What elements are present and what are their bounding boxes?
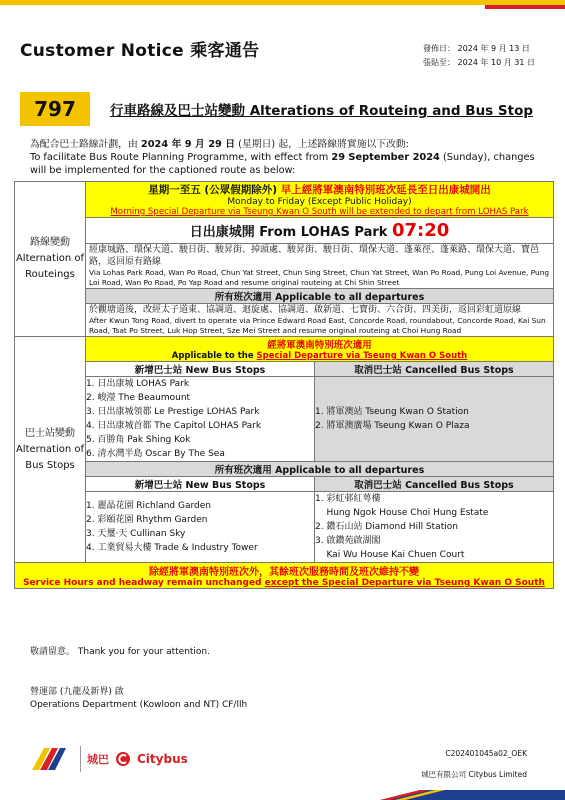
changes-table xyxy=(14,181,554,589)
list-item: 1. 日出康城 LOHAS Park xyxy=(86,379,190,389)
list-item: 3. 天璽·天 Cullinan Sky xyxy=(86,529,186,539)
bottom-stripe xyxy=(0,790,565,800)
citybus-en: Citybus xyxy=(137,752,188,766)
new-stops-list-all xyxy=(86,492,315,563)
list-item: 2. 峻瀅 The Beaumount xyxy=(86,393,191,403)
list-item: 5. 百勝角 Pak Shing Kok xyxy=(86,435,191,445)
list-item: 2. 將軍澳廣場 Tseung Kwan O Plaza xyxy=(315,421,470,431)
department-signoff: 營運部 (九龍及新界) 啟 Operations Department (Kowloon and NT) CF/llh xyxy=(30,687,248,710)
routeing-label: 路線變動 Alternation of Routeings xyxy=(15,182,86,337)
route-diversion-2: 於觀塘道後，改經太子道東、協調道、迴旋處、協調道、啟新道、七寶街、六合街、四美街，返回彩虹道原線 After Kwun Tong Road, divert to operate via Prince Edward Road East, Concorde Road, roundabout, Concorde Road, Kai Sun Road, Tsat Po Street, Luk Hop Street, Sze Mei Street and resume original routeing at Choi Hung Road xyxy=(86,304,554,337)
depart-from-lohas: 日出康城開 From LOHAS Park 07:20 xyxy=(86,218,554,244)
list-item: 4. 工業貿易大樓 Trade & Industry Tower xyxy=(86,543,258,553)
list-item: 4. 日出康城首都 The Capitol LOHAS Park xyxy=(86,421,262,431)
notice-title: Customer Notice 乘客通告 xyxy=(20,41,260,61)
busstops-label: 巴士站變動 Alternation of Bus Stops xyxy=(15,337,86,563)
all-departures-bar-2: 所有班次適用 Applicable to all departures xyxy=(86,462,554,477)
list-item: 2. 彩頤花園 Rhythm Garden xyxy=(86,515,208,525)
citybus-c-icon xyxy=(115,751,131,767)
document-code: C202401045a02_OEK xyxy=(445,749,527,758)
route-diversion-1: 經康城路、環保大道、駿日街、駿昇街、掉頭處、駿昇街、駿日街、環保大道、蓬萊徑、蓬萊路、環保大道、寶邑路，返回原有路線 Via Lohas Park Road, Wan Po Road, Chun Yat Street, Chun Sing Street, Chun Yat Street, Wan Po Road, Pung Loi Avenue, Pung Loi Road, Wan Po Road, Po Yap Road and resume original routeing at Chi Shin Street xyxy=(86,244,554,289)
anniversary-45-icon xyxy=(30,744,74,774)
top-yellow-stripe xyxy=(0,0,565,5)
weekday-banner: 星期一至五 (公眾假期除外) 早上經將軍澳南特別班次延長至日出康城開出 Monday to Friday (Except Public Holiday) Morning Special Departure via Tseung Kwan O South will be extended to depart from LOHAS Park xyxy=(86,182,554,218)
list-item: 3. 日出康城領都 Le Prestige LOHAS Park xyxy=(86,407,260,417)
list-item: 1. 將軍澳站 Tseung Kwan O Station xyxy=(315,407,469,417)
new-stops-header-all: 新增巴士站 New Bus Stops xyxy=(86,477,315,492)
list-item: 1. 麗晶花園 Richland Garden xyxy=(86,501,211,511)
list-item: Kai Wu House Kai Chuen Court xyxy=(315,550,465,560)
cancelled-header-all: 取消巴士站 Cancelled Bus Stops xyxy=(315,477,554,492)
citybus-logo xyxy=(30,744,188,774)
route-number-badge: 797 xyxy=(20,92,90,126)
new-stops-header-special: 新增巴士站 New Bus Stops xyxy=(86,362,315,377)
intro-text: 為配合巴士路線計劃，由 2024 年 9 月 29 日 (星期日) 起，上述路線將實施以下改動: To facilitate Bus Route Planning Programme, with effect from 29 September 2024 (Sunday), changes will be implemented for the captioned route as below: xyxy=(30,139,535,176)
company-name: 城巴有限公司 Citybus Limited xyxy=(421,770,527,779)
expiry-date: 張貼至： 2024 年 10 月 31 日 xyxy=(423,58,535,67)
cancelled-list-special xyxy=(315,377,554,462)
thanks-text: 敬請留意。 Thank you for your attention. xyxy=(30,647,211,657)
notice-heading: 行車路線及巴士站變動 Alterations of Routeing and Bus Stop xyxy=(110,103,534,119)
special-departure-banner: 經將軍澳南特別班次適用 Applicable to the Special Departure via Tseung Kwan O South xyxy=(86,337,554,362)
all-departures-bar-1: 所有班次適用 Applicable to all departures xyxy=(86,289,554,304)
cancelled-list-all xyxy=(315,492,554,563)
list-item: 6. 清水灣半島 Oscar By The Sea xyxy=(86,449,225,459)
list-item: Hung Ngok House Choi Hung Estate xyxy=(315,508,489,518)
service-notice: 除經將軍澳南特別班次外，其餘班次服務時間及班次維持不變 Service Hours and headway remain unchanged except the Special Departure via Tseung Kwan O South xyxy=(15,563,554,589)
top-red-stripe xyxy=(485,5,565,9)
list-item: 2. 鑽石山站 Diamond Hill Station xyxy=(315,522,458,532)
cancelled-header-special: 取消巴士站 Cancelled Bus Stops xyxy=(315,362,554,377)
list-item: 3. 啟鑽苑啟湖閣 xyxy=(315,536,381,546)
notice-dates xyxy=(423,42,535,70)
citybus-zh: 城巴 xyxy=(87,753,109,766)
new-stops-list-special xyxy=(86,377,315,462)
issue-date: 發佈日： 2024 年 9 月 13 日 xyxy=(423,44,530,53)
list-item: 1. 彩虹邨紅萼樓 xyxy=(315,494,381,504)
